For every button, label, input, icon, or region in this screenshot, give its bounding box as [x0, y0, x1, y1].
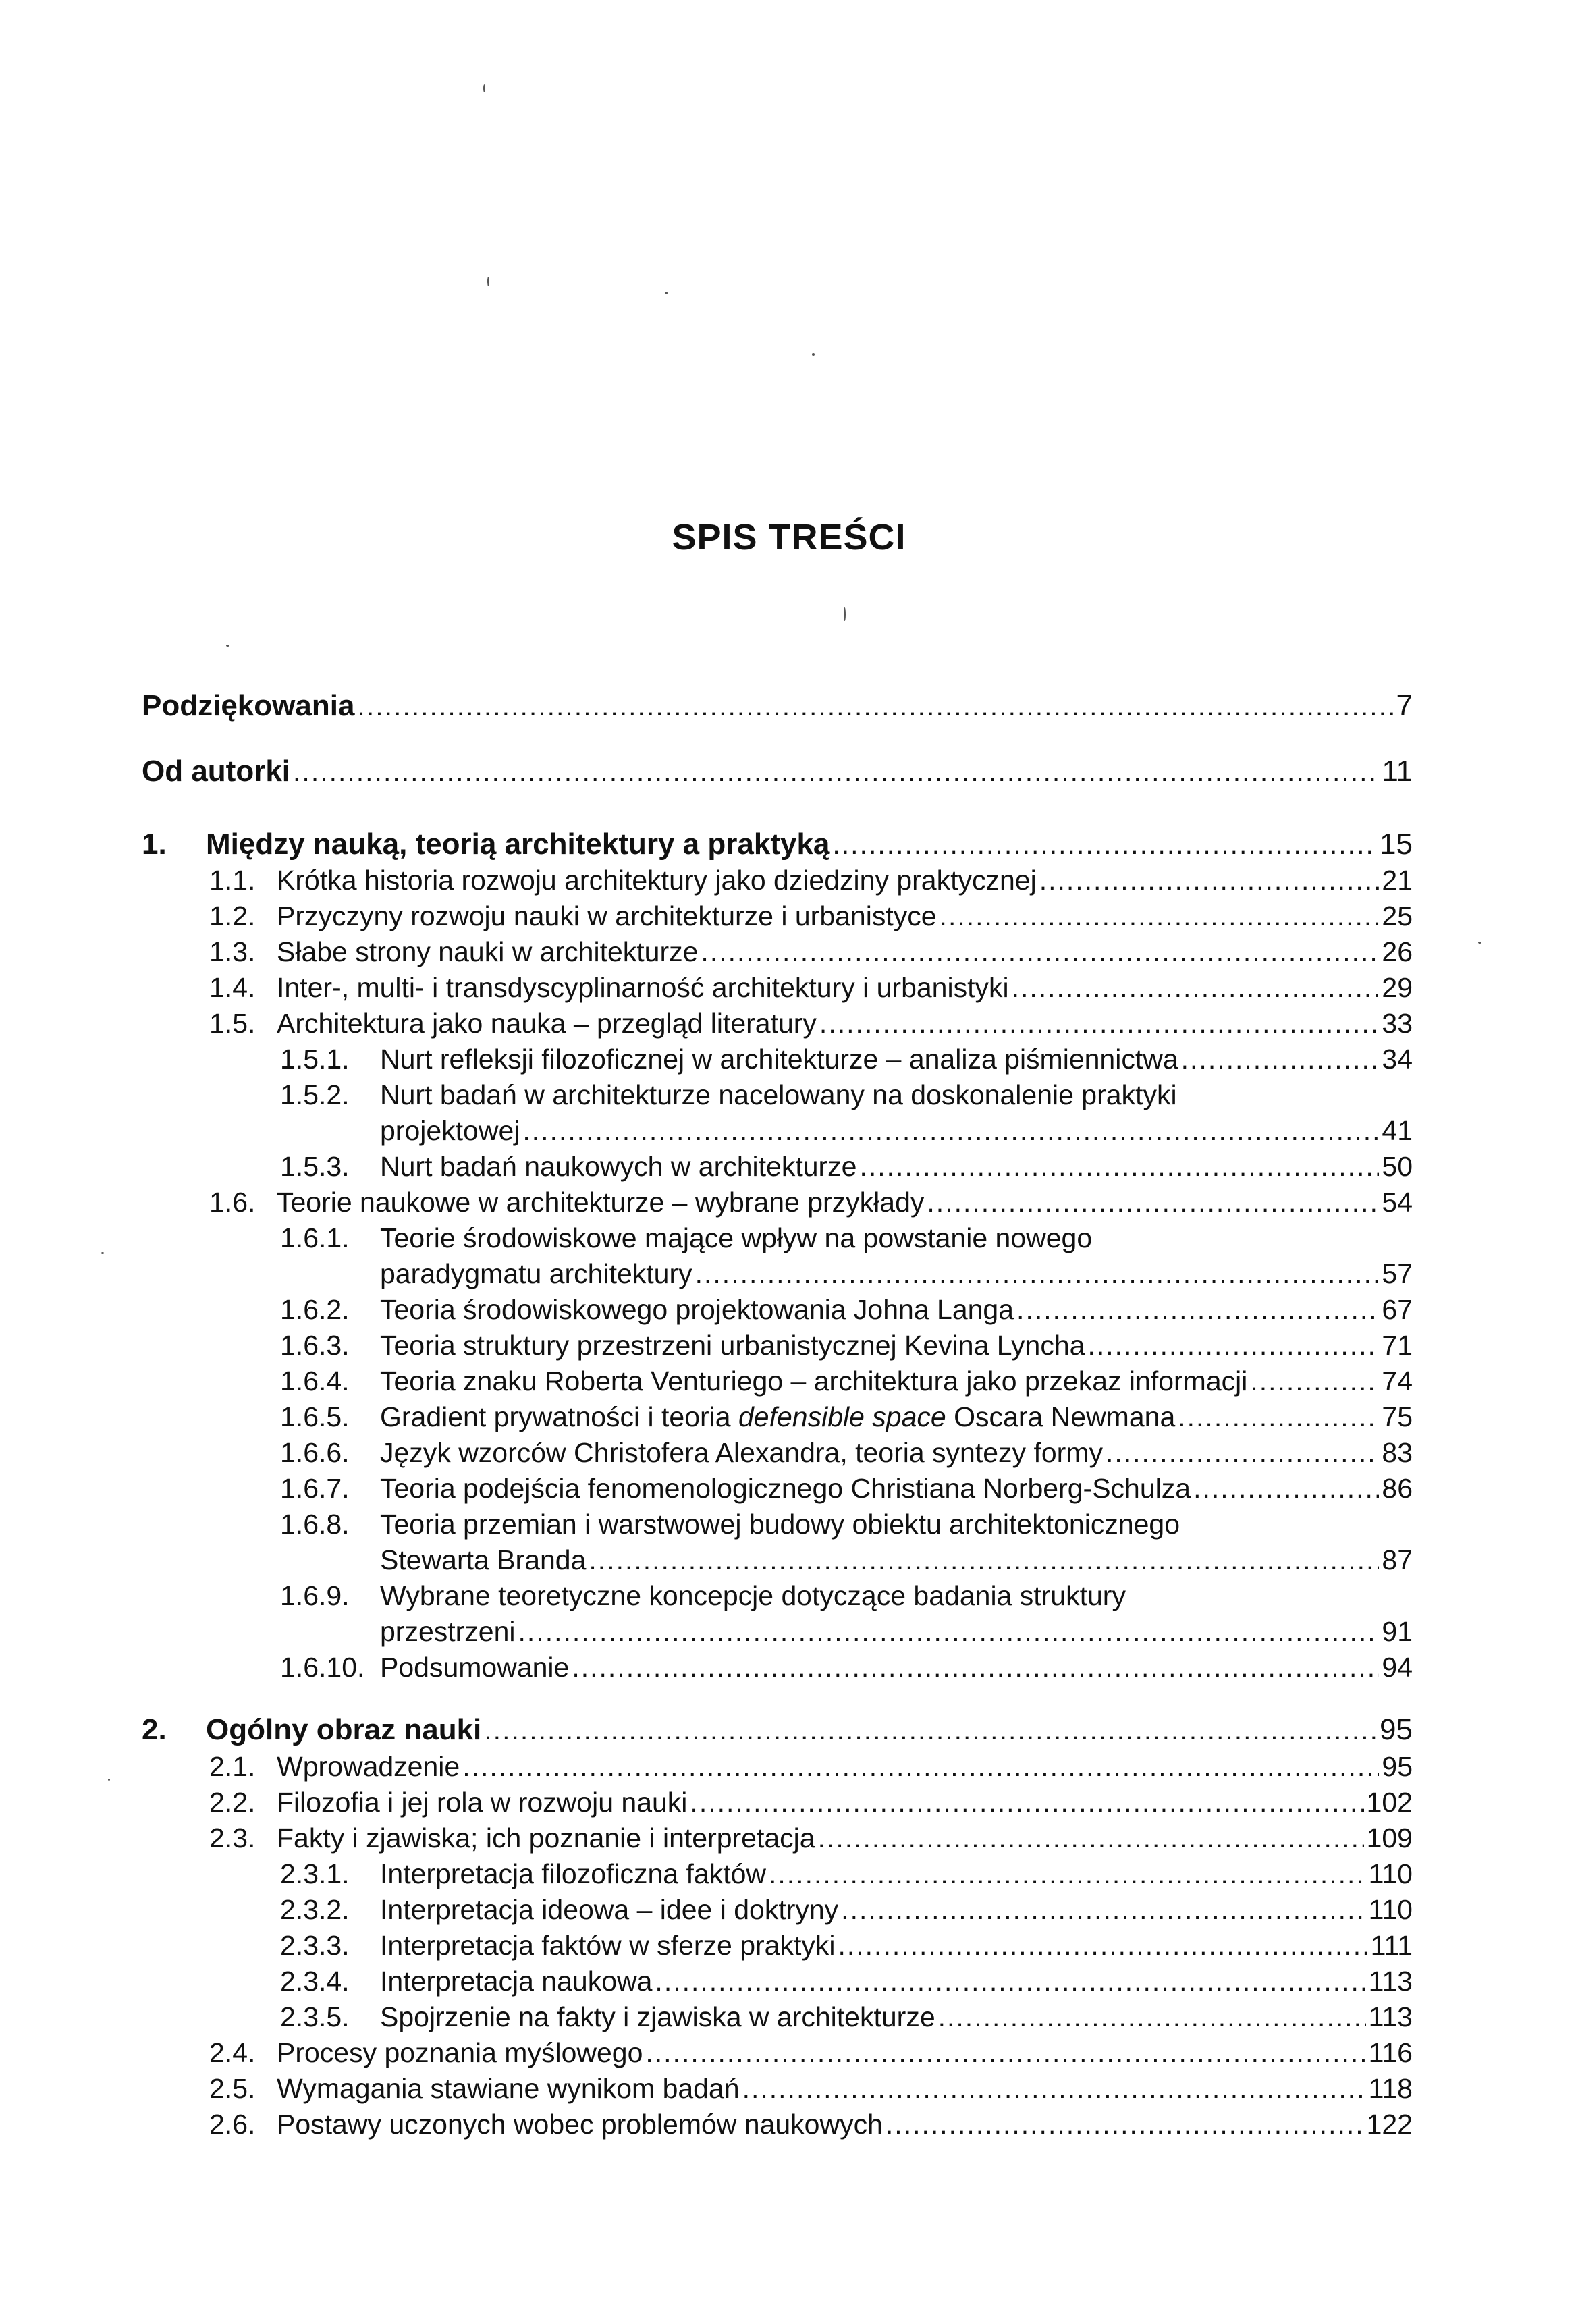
toc-subsection[interactable] — [280, 1363, 1413, 1399]
toc-entry-number: 1.6.8. — [280, 1509, 350, 1540]
toc-subsection[interactable] — [380, 1614, 1413, 1649]
toc-subsection[interactable] — [280, 1435, 1413, 1470]
scan-speck — [1478, 942, 1481, 944]
toc-entry-number: 1.1. — [209, 865, 256, 896]
toc-entry-page: 75 — [1382, 1401, 1413, 1432]
toc-leader — [1106, 1435, 1379, 1470]
page-title: SPIS TREŚCI — [672, 517, 906, 558]
toc-entry-label: Postawy uczonych wobec problemów naukowych — [277, 2109, 883, 2140]
toc-leader — [701, 934, 1379, 969]
toc-entry-number: 1.6. — [209, 1187, 256, 1218]
toc-entry-page: 50 — [1382, 1151, 1413, 1182]
toc-section[interactable] — [209, 863, 1413, 898]
scan-speck — [487, 277, 489, 286]
toc-entry-page: 67 — [1382, 1294, 1413, 1325]
toc-leader — [886, 2107, 1364, 2142]
toc-leader — [645, 2035, 1365, 2070]
toc-entry-page: 83 — [1382, 1437, 1413, 1468]
toc-leader — [1181, 1042, 1380, 1077]
toc-leader — [841, 1892, 1365, 1927]
toc-subsection[interactable] — [280, 1999, 1413, 2034]
toc-entry-number: 2.3. — [209, 1822, 256, 1854]
toc-entry-number: 2.4. — [209, 2037, 256, 2068]
toc-subsection[interactable] — [280, 1328, 1413, 1363]
toc-entry-page: 11 — [1382, 755, 1413, 788]
toc-entry-number: 1.6.3. — [280, 1330, 350, 1361]
toc-leader — [832, 827, 1377, 862]
toc-leader — [462, 1749, 1379, 1784]
toc-entry-number: 2.3.1. — [280, 1858, 350, 1889]
toc-entry-label: Interpretacja filozoficzna faktów — [380, 1858, 766, 1889]
toc-entry-page: 15 — [1380, 828, 1413, 861]
toc-subsection[interactable] — [280, 1471, 1413, 1506]
toc-entry-label: Interpretacja ideowa – idee i doktryny — [380, 1894, 839, 1925]
toc-entry-number: 2.5. — [209, 2073, 256, 2104]
toc-chapter[interactable] — [142, 1712, 1413, 1748]
toc-leader — [518, 1614, 1380, 1649]
scan-speck — [101, 1252, 104, 1254]
toc-section[interactable] — [209, 2035, 1413, 2070]
toc-chapter[interactable] — [142, 827, 1413, 862]
toc-entry-page: 95 — [1380, 1713, 1413, 1746]
toc-entry-number: 1.5.1. — [280, 1044, 350, 1075]
toc-leader — [859, 1149, 1379, 1184]
toc-entry-label: Teoria struktury przestrzeni urbanistycznej Kevina Lyncha — [380, 1330, 1085, 1361]
scan-speck — [665, 292, 668, 294]
toc-subsection[interactable] — [280, 1042, 1413, 1077]
toc-entry-number: 1.6.6. — [280, 1437, 350, 1468]
toc-entry-label: Teoria środowiskowego projektowania Johna Langa — [380, 1294, 1014, 1325]
toc-subsection-first-line[interactable] — [280, 1077, 1177, 1112]
toc-leader — [1193, 1471, 1379, 1506]
toc-section[interactable] — [209, 1749, 1413, 1784]
toc-entry-label: Krótka historia rozwoju architektury jako dziedziny praktycznej — [277, 865, 1037, 896]
toc-entry-number: 1.5.3. — [280, 1151, 350, 1182]
toc-entry-label: Teoria przemian i warstwowej budowy obiektu architektonicznego — [380, 1509, 1180, 1540]
toc-entry-page: 57 — [1382, 1258, 1413, 1289]
toc-entry-page: 110 — [1368, 1894, 1413, 1925]
toc-entry-page: 91 — [1382, 1616, 1413, 1647]
toc-entry-number: 1.6.4. — [280, 1366, 350, 1397]
toc-entry-page: 26 — [1382, 936, 1413, 967]
toc-leader — [695, 1256, 1380, 1291]
toc-subsection[interactable] — [280, 1892, 1413, 1927]
toc-section[interactable] — [209, 1785, 1413, 1820]
toc-entry-page: 74 — [1382, 1366, 1413, 1397]
toc-entry-label: Gradient prywatności i teoria defensible space Oscara Newmana — [380, 1401, 1176, 1432]
toc-entry-number: 2.1. — [209, 1751, 256, 1782]
toc-entry-label: Interpretacja faktów w sferze praktyki — [380, 1930, 836, 1961]
toc-subsection[interactable] — [280, 1399, 1413, 1434]
toc-entry-number: 2.6. — [209, 2109, 256, 2140]
toc-leader — [484, 1712, 1377, 1748]
toc-entry-number: 1.6.2. — [280, 1294, 350, 1325]
toc-entry-number: 1.5. — [209, 1008, 256, 1039]
toc-entry-label: Nurt badań w architekturze nacelowany na doskonalenie praktyki — [380, 1079, 1177, 1110]
toc-entry-page: 34 — [1382, 1044, 1413, 1075]
toc-entry-number: 2.3.5. — [280, 2001, 350, 2032]
toc-entry-label: Nurt refleksji filozoficznej w architekturze – analiza piśmiennictwa — [380, 1044, 1178, 1075]
toc-entry-label: Wybrane teoretyczne koncepcje dotyczące badania struktury — [380, 1580, 1126, 1611]
toc-subsection-first-line[interactable] — [280, 1507, 1180, 1542]
toc-subsection[interactable] — [280, 1149, 1413, 1184]
toc-leader — [1012, 970, 1380, 1005]
toc-leader — [769, 1856, 1366, 1891]
toc-entry-page: 102 — [1366, 1787, 1413, 1818]
toc-entry-page: 111 — [1370, 1930, 1413, 1961]
toc-section[interactable] — [209, 1820, 1413, 1856]
toc-entry-label: Wymagania stawiane wynikom badań — [277, 2073, 740, 2104]
toc-leader — [938, 1999, 1366, 2034]
toc-entry-label: Fakty i zjawiska; ich poznanie i interpretacja — [277, 1822, 815, 1854]
toc-subsection[interactable] — [280, 1856, 1413, 1891]
toc-entry-label: Teoria znaku Roberta Venturiego – architektura jako przekaz informacji — [380, 1366, 1248, 1397]
toc-entry-page: 7 — [1396, 689, 1413, 722]
toc-entry-page: 87 — [1382, 1544, 1413, 1575]
toc-leader — [838, 1928, 1367, 1963]
toc-entry-number: 1.6.7. — [280, 1473, 350, 1504]
toc-entry-page: 109 — [1366, 1822, 1413, 1854]
toc-entry-label: Inter-, multi- i transdyscyplinarność architektury i urbanistyki — [277, 972, 1009, 1003]
toc-subsection[interactable] — [280, 1292, 1413, 1327]
toc-entry-label: Interpretacja naukowa — [380, 1966, 653, 1997]
toc-leader — [742, 2071, 1366, 2106]
toc-leader — [357, 688, 1393, 724]
toc-section[interactable] — [209, 1006, 1413, 1041]
toc-entry-label: Ogólny obraz nauki — [206, 1713, 482, 1746]
toc-entry-label: Spojrzenie na fakty i zjawiska w architekturze — [380, 2001, 935, 2032]
toc-subsection-first-line[interactable] — [280, 1220, 1092, 1255]
toc-entry-label: Podsumowanie — [380, 1652, 570, 1683]
toc-leader — [1178, 1399, 1379, 1434]
toc-entry-page: 113 — [1368, 1966, 1413, 1997]
toc-entry-number: 1.3. — [209, 936, 256, 967]
toc-section[interactable] — [209, 970, 1413, 1005]
toc-subsection[interactable] — [280, 1650, 1413, 1685]
toc-entry-label: Teorie naukowe w architekturze – wybrane przykłady — [277, 1187, 925, 1218]
toc-entry-number: 1.6.9. — [280, 1580, 350, 1611]
toc-subsection[interactable] — [380, 1542, 1413, 1577]
toc-entry-page: 110 — [1368, 1858, 1413, 1889]
toc-entry-number: 2.3.3. — [280, 1930, 350, 1961]
toc-entry-number: 1. — [142, 828, 167, 861]
toc-entry-page: 41 — [1382, 1115, 1413, 1146]
toc-entry-page: 29 — [1382, 972, 1413, 1003]
toc-entry-label: Od autorki — [142, 755, 291, 788]
toc-entry-number: 2.3.2. — [280, 1894, 350, 1925]
toc-entry-label: Teoria podejścia fenomenologicznego Christiana Norberg-Schulza — [380, 1473, 1191, 1504]
toc-section[interactable] — [209, 2071, 1413, 2106]
toc-entry-label: Między nauką, teorią architektury a praktyką — [206, 828, 830, 861]
scan-speck — [226, 645, 229, 647]
toc-entry-number: 1.6.10. — [280, 1652, 365, 1683]
toc-entry-label-italic: defensible space — [738, 1401, 946, 1432]
toc-entry-label: Podziękowania — [142, 689, 355, 722]
toc-entry-number: 1.2. — [209, 900, 256, 931]
toc-leader — [819, 1006, 1379, 1041]
toc-entry-page: 25 — [1382, 900, 1413, 931]
toc-section[interactable] — [209, 934, 1413, 969]
toc-leader — [293, 754, 1379, 789]
toc-entry-page: 95 — [1382, 1751, 1413, 1782]
toc-entry[interactable] — [142, 688, 1413, 724]
toc-entry-page: 86 — [1382, 1473, 1413, 1504]
toc-entry-number: 2.3.4. — [280, 1966, 350, 1997]
toc-leader — [1250, 1363, 1379, 1399]
toc-entry-page: 94 — [1382, 1652, 1413, 1683]
scan-speck — [108, 1779, 110, 1781]
toc-entry-label-continued: Stewarta Branda — [380, 1544, 587, 1575]
scan-speck — [844, 607, 846, 621]
toc-section[interactable] — [209, 2107, 1413, 2142]
toc-subsection[interactable] — [380, 1113, 1413, 1148]
scan-speck — [483, 84, 485, 92]
toc-entry-number: 2. — [142, 1713, 167, 1746]
toc-entry-number: 1.6.1. — [280, 1222, 350, 1253]
toc-entry-label: Wprowadzenie — [277, 1751, 460, 1782]
toc-leader — [572, 1650, 1379, 1685]
toc-entry-page: 33 — [1382, 1008, 1413, 1039]
toc-subsection-first-line[interactable] — [280, 1578, 1126, 1613]
toc-leader — [522, 1113, 1379, 1148]
toc-leader — [1039, 863, 1380, 898]
toc-entry[interactable] — [142, 754, 1413, 789]
toc-entry-label: Język wzorców Christofera Alexandra, teoria syntezy formy — [380, 1437, 1103, 1468]
toc-entry-label: Przyczyny rozwoju nauki w architekturze i urbanistyce — [277, 900, 937, 931]
toc-leader — [927, 1185, 1379, 1220]
toc-leader — [818, 1820, 1364, 1856]
toc-subsection[interactable] — [380, 1256, 1413, 1291]
toc-leader — [589, 1542, 1379, 1577]
toc-entry-page: 21 — [1382, 865, 1413, 896]
toc-leader — [690, 1785, 1363, 1820]
toc-entry-label: Architektura jako nauka – przegląd literatury — [277, 1008, 817, 1039]
toc-entry-number: 1.6.5. — [280, 1401, 350, 1432]
toc-entry-label-continued: projektowej — [380, 1115, 520, 1146]
toc-entry-label: Nurt badań naukowych w architekturze — [380, 1151, 857, 1182]
toc-entry-number: 1.4. — [209, 972, 256, 1003]
toc-leader — [655, 1964, 1365, 1999]
toc-entry-label-continued: przestrzeni — [380, 1616, 516, 1647]
toc-leader — [1016, 1292, 1379, 1327]
toc-entry-page: 118 — [1368, 2073, 1413, 2104]
toc-entry-page: 113 — [1368, 2001, 1413, 2032]
toc-entry-label: Procesy poznania myślowego — [277, 2037, 643, 2068]
toc-entry-page: 122 — [1366, 2109, 1413, 2140]
toc-section[interactable] — [209, 1185, 1413, 1220]
toc-entry-label: Teorie środowiskowe mające wpływ na powstanie nowego — [380, 1222, 1093, 1253]
toc-entry-number: 2.2. — [209, 1787, 256, 1818]
toc-section[interactable] — [209, 898, 1413, 934]
toc-entry-number: 1.5.2. — [280, 1079, 350, 1110]
toc-entry-page: 54 — [1382, 1187, 1413, 1218]
toc-entry-label-continued: paradygmatu architektury — [380, 1258, 692, 1289]
toc-entry-page: 71 — [1382, 1330, 1413, 1361]
toc-leader — [940, 898, 1380, 934]
toc-entry-label: Słabe strony nauki w architekturze — [277, 936, 699, 967]
toc-leader — [1087, 1328, 1379, 1363]
scan-speck — [812, 353, 815, 356]
toc-subsection[interactable] — [280, 1964, 1413, 1999]
toc-entry-page: 116 — [1368, 2037, 1413, 2068]
toc-entry-label: Filozofia i jej rola w rozwoju nauki — [277, 1787, 688, 1818]
toc-subsection[interactable] — [280, 1928, 1413, 1963]
